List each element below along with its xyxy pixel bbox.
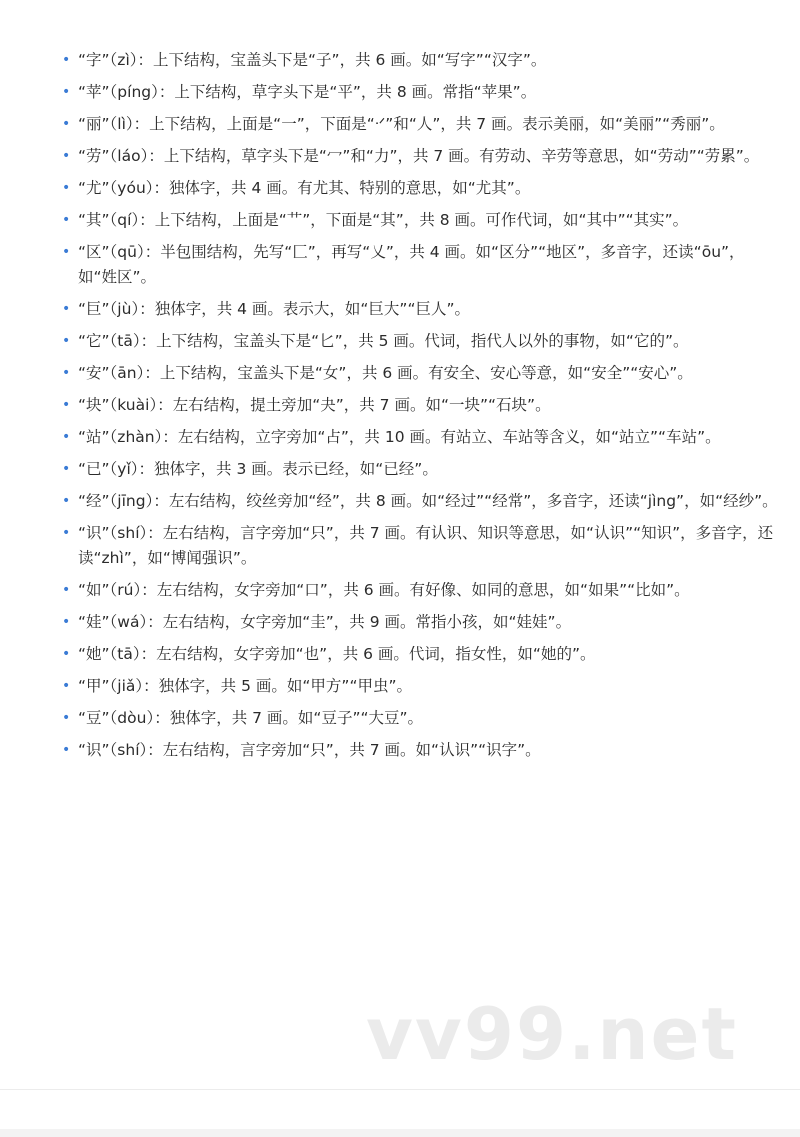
bullet-icon: • [62, 461, 71, 477]
list-item [0, 112, 800, 137]
list-item [0, 489, 800, 514]
bullet-icon: • [62, 646, 71, 662]
list-item-text: “苹”（píng）：上下结构，草字头下是“平”，共 8 画。常指“苹果”。 [78, 83, 537, 101]
list-item [0, 240, 800, 290]
list-item [0, 297, 800, 322]
list-item-text: “块”（kuài）：左右结构，提土旁加“夬”，共 7 画。如“一块”“石块”。 [78, 396, 551, 414]
list-item [0, 578, 800, 603]
list-item-text: “娃”（wá）：左右结构，女字旁加“圭”，共 9 画。常指小孩，如“娃娃”。 [78, 613, 572, 631]
bullet-icon: • [62, 397, 71, 413]
bullet-icon: • [62, 365, 71, 381]
list-item-text: “尤”（yóu）：独体字，共 4 画。有尤其、特别的意思，如“尤其”。 [78, 179, 531, 197]
list-item-text: “识”（shí）：左右结构，言字旁加“只”，共 7 画。如“认识”“识字”。 [78, 741, 541, 759]
bullet-icon: • [62, 333, 71, 349]
list-item-text: “丽”（lì）：上下结构，上面是“一”，下面是“ᐧᐟ”和“人”，共 7 画。表示美丽，如“美丽”“秀丽”。 [78, 115, 725, 133]
list-item [0, 361, 800, 386]
list-item [0, 457, 800, 482]
list-item [0, 48, 800, 73]
list-item-text: “其”（qí）：上下结构，上面是“艹”，下面是“其”，共 8 画。可作代词，如“其中”“其实”。 [78, 211, 689, 229]
bullet-icon: • [62, 710, 71, 726]
list-item-text: “安”（ān）：上下结构，宝盖头下是“女”，共 6 画。有安全、安心等意，如“安全”“安心”。 [78, 364, 693, 382]
list-item [0, 176, 800, 201]
list-item [0, 706, 800, 731]
list-item [0, 521, 800, 571]
list-item [0, 208, 800, 233]
bullet-icon: • [62, 301, 71, 317]
list-item [0, 642, 800, 667]
watermark: vv99.net [366, 992, 738, 1076]
bullet-icon: • [62, 742, 71, 758]
bottom-strip [0, 1129, 800, 1137]
bullet-icon: • [62, 180, 71, 196]
list-item-text: “区”（qū）：半包围结构，先写“匚”，再写“乂”，共 4 画。如“区分”“地区”，多音字，还读“ōu”，如“姓区”。 [78, 243, 745, 286]
bullet-icon: • [62, 212, 71, 228]
bullet-icon: • [62, 582, 71, 598]
list-item-text: “站”（zhàn）：左右结构，立字旁加“占”，共 10 画。有站立、车站等含义，如“站立”“车站”。 [78, 428, 721, 446]
bullet-icon: • [62, 116, 71, 132]
list-item [0, 674, 800, 699]
bullet-icon: • [62, 614, 71, 630]
bullet-icon: • [62, 84, 71, 100]
list-item-text: “巨”（jù）：独体字，共 4 画。表示大，如“巨大”“巨人”。 [78, 300, 471, 318]
list-item [0, 738, 800, 763]
bullet-icon: • [62, 244, 71, 260]
list-item-text: “识”（shí）：左右结构，言字旁加“只”，共 7 画。有认识、知识等意思，如“认识”“知识”，多音字，还读“zhì”，如“博闻强识”。 [78, 524, 774, 567]
bullet-icon: • [62, 493, 71, 509]
list-item-text: “它”（tā）：上下结构，宝盖头下是“匕”，共 5 画。代词，指代人以外的事物，如“它的”。 [78, 332, 689, 350]
list-item [0, 144, 800, 169]
bullet-icon: • [62, 148, 71, 164]
bullet-icon: • [62, 525, 71, 541]
list-item-text: “她”（tā）：左右结构，女字旁加“也”，共 6 画。代词，指女性，如“她的”。 [78, 645, 596, 663]
list-item-text: “经”（jīng）：左右结构，绞丝旁加“经”，共 8 画。如“经过”“经常”，多音字，还读“jìng”，如“经纱”。 [78, 492, 778, 510]
list-item [0, 393, 800, 418]
bottom-bar [0, 1089, 800, 1137]
list-item [0, 610, 800, 635]
bullet-icon: • [62, 52, 71, 68]
list-item [0, 425, 800, 450]
bullet-icon: • [62, 429, 71, 445]
list-item-text: “劳”（láo）：上下结构，草字头下是“冖”和“力”，共 7 画。有劳动、辛劳等意思，如“劳动”“劳累”。 [78, 147, 760, 165]
list-item-text: “如”（rú）：左右结构，女字旁加“口”，共 6 画。有好像、如同的意思，如“如果”“比如”。 [78, 581, 690, 599]
list-item-text: “甲”（jiǎ）：独体字，共 5 画。如“甲方”“甲虫”。 [78, 677, 413, 695]
list-item-text: “豆”（dòu）：独体字，共 7 画。如“豆子”“大豆”。 [78, 709, 424, 727]
list-item [0, 80, 800, 105]
list-item [0, 329, 800, 354]
list-item-text: “已”（yǐ）：独体字，共 3 画。表示已经，如“已经”。 [78, 460, 438, 478]
list-item-text: “字”（zì）：上下结构，宝盖头下是“子”，共 6 画。如“写字”“汉字”。 [78, 51, 547, 69]
bullet-icon: • [62, 678, 71, 694]
